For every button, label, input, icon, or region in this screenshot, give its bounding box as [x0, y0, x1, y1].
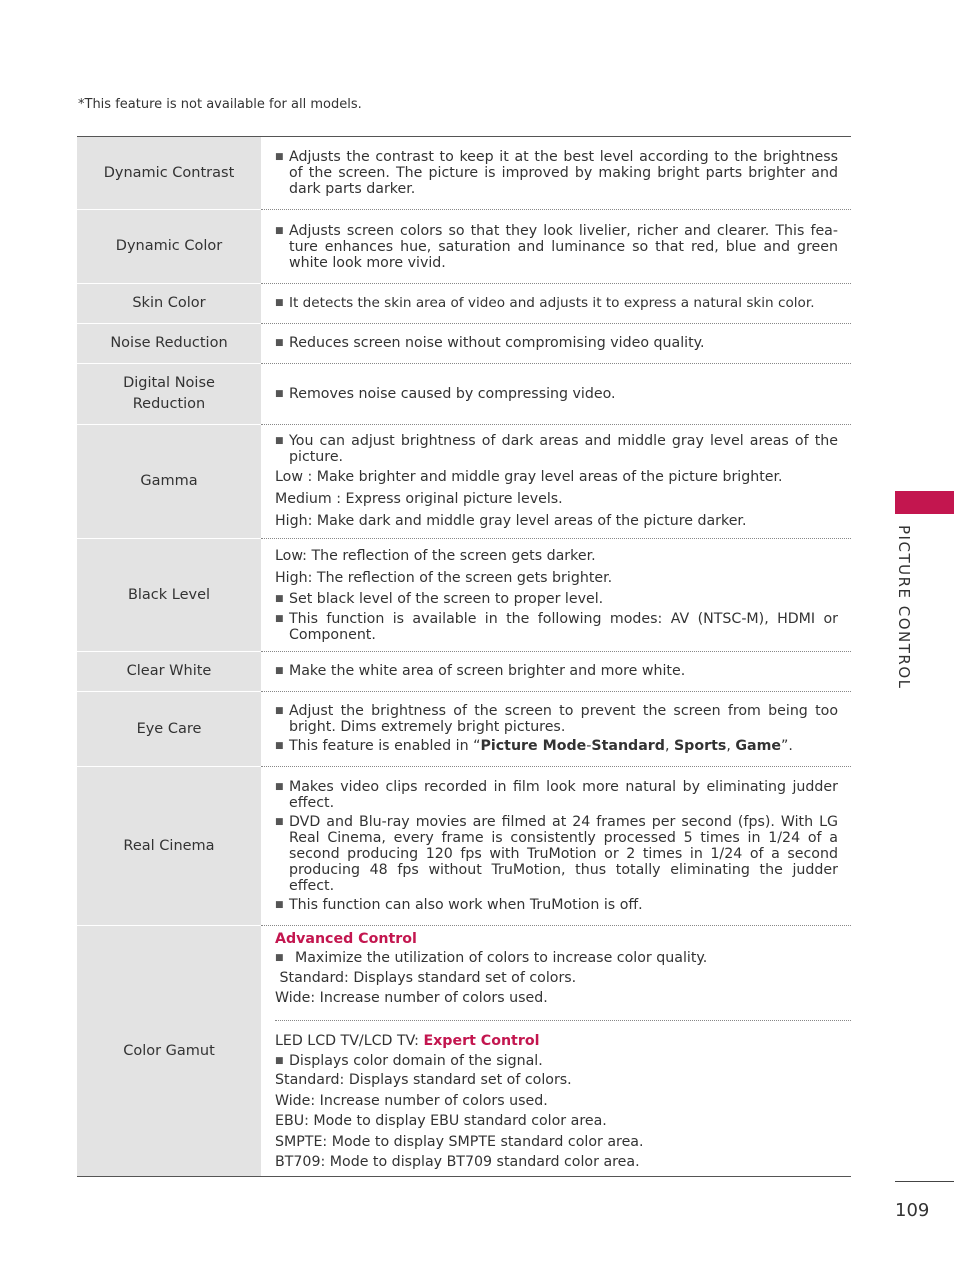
bullet-text: It detects the skin area of video and adjusts it to express a natural skin color. [289, 295, 815, 311]
row-label: Eye Care [77, 691, 261, 766]
section-side-label: PICTURE CONTROL [895, 525, 913, 690]
bullet-icon: ■ [275, 614, 284, 624]
bullet-icon: ■ [275, 435, 284, 446]
description-line: Medium : Express original picture levels. [275, 490, 563, 507]
bullet-text: Adjusts the contrast to keep it at the best level according to the brightness of the screen. The picture is improved by making bright parts brighter and dark parts darker. [289, 149, 838, 197]
row-description [261, 691, 851, 766]
bullet-icon: ■ [275, 1055, 284, 1066]
bullet-icon: ■ [275, 225, 284, 236]
row-label: Skin Color [77, 283, 261, 323]
bullet-text: Set black level of the screen to proper level. [289, 591, 604, 607]
bullet-icon: ■ [275, 706, 284, 716]
description-line: Standard: Displays standard set of colors. [275, 969, 577, 986]
table-row [77, 209, 851, 283]
row-description [261, 363, 851, 424]
description-line: Standard: Displays standard set of colors. [275, 1072, 572, 1089]
table-row [77, 283, 851, 323]
feature-table [77, 136, 851, 1177]
bullet-icon: ■ [275, 152, 284, 162]
separator: , [664, 738, 674, 754]
picture-mode-term: Picture Mode [480, 738, 587, 754]
bullet-icon: ■ [275, 666, 284, 676]
description-line: Wide: Increase number of colors used. [275, 1092, 548, 1109]
row-label: Real Cinema [77, 766, 261, 925]
table-row [77, 323, 851, 363]
bullet-text: Makes video clips recorded in film look more natural by eliminating judder effect. [289, 778, 838, 811]
description-line: SMPTE: Mode to display SMPTE standard color area. [275, 1133, 644, 1150]
separator: , [726, 738, 736, 754]
row-description [261, 209, 851, 283]
description-line: High: Make dark and middle gray level areas of the picture darker. [275, 512, 747, 529]
game-term: Game [735, 738, 781, 754]
bullet-text: DVD and Blu-ray movies are filmed at 24 frames per second (fps). With LG Real Cinema, every frame is consistently processed 5 times in 1/24 of a second producing 120 fps with TruMotion or 2 times in 1/24 of a second producing 48 fps without TruMotion, thus totally eliminating the judder effect. [289, 813, 838, 894]
dash-text: - [586, 738, 592, 754]
row-label: Dynamic Contrast [77, 137, 261, 209]
description-line: Wide: Increase number of colors used. [275, 990, 548, 1007]
bullet-text: Reduces screen noise without compromising video quality. [289, 335, 705, 351]
table-row [77, 925, 851, 1176]
expert-control-section [275, 1020, 851, 1174]
bullet-icon: ■ [275, 781, 284, 792]
description-line: Low : Make brighter and middle gray level areas of the picture brighter. [275, 468, 783, 485]
bullet-text: Adjust the brightness of the screen to prevent the screen from being too bright. Dims extremely bright pictures. [289, 703, 838, 735]
bullet-text: Adjusts screen colors so that they look livelier, richer and clearer. This fea-ture enhances hue, saturation and luminance so that red, blue and green white look more vivid. [289, 222, 838, 271]
table-row [77, 424, 851, 538]
row-label: Color Gamut [77, 925, 261, 1176]
row-label: Noise Reduction [77, 323, 261, 363]
bullet-text: Removes noise caused by compressing video. [289, 385, 616, 402]
advanced-control-section [275, 928, 851, 1010]
table-row [77, 137, 851, 209]
row-description [261, 137, 851, 209]
bullet-icon: ■ [275, 388, 284, 399]
bullet-icon: ■ [275, 741, 284, 751]
bullet-icon: ■ [275, 298, 284, 308]
bullet-text: You can adjust brightness of dark areas and middle gray level areas of the picture. [289, 432, 838, 465]
bullet-icon: ■ [275, 816, 284, 827]
standard-term: Standard [591, 738, 665, 754]
model-prefix: LED LCD TV/LCD TV: [275, 1033, 424, 1050]
row-label: Gamma [77, 424, 261, 538]
row-label: Black Level [77, 538, 261, 651]
bullet-icon: ■ [275, 953, 284, 964]
advanced-control-title: Advanced Control [275, 930, 417, 947]
bullet-text: This function can also work when TruMotion is off. [289, 896, 643, 913]
expert-control-heading [275, 1032, 851, 1051]
availability-note: *This feature is not available for all models. [78, 97, 362, 112]
row-label: Clear White [77, 651, 261, 691]
row-description [261, 925, 851, 1176]
bullet-icon: ■ [275, 899, 284, 910]
bullet-text: Maximize the utilization of colors to increase color quality. [295, 950, 708, 967]
description-line: High: The reflection of the screen gets brighter. [275, 570, 613, 586]
bullet-text: This function is available in the following modes: AV (NTSC-M), HDMI or Component. [289, 611, 838, 643]
row-label: Dynamic Color [77, 209, 261, 283]
page-number: 109 [895, 1200, 930, 1221]
bullet-text: Make the white area of screen brighter and more white. [289, 663, 686, 679]
description-line: BT709: Mode to display BT709 standard color area. [275, 1154, 640, 1171]
page-number-rule [895, 1181, 954, 1182]
row-description [261, 424, 851, 538]
bullet-icon: ■ [275, 338, 284, 348]
table-row [77, 363, 851, 424]
row-description [261, 283, 851, 323]
closing-text: ”. [780, 738, 793, 754]
table-row [77, 691, 851, 766]
eye-care-text: This feature is enabled in “ [289, 738, 481, 754]
expert-control-title: Expert Control [423, 1033, 540, 1050]
description-line: Low: The reflection of the screen gets darker. [275, 548, 596, 564]
section-tab-marker [895, 491, 954, 514]
bullet-text [289, 738, 793, 755]
row-description [261, 323, 851, 363]
row-description [261, 766, 851, 925]
bullet-text: Displays color domain of the signal. [289, 1052, 543, 1069]
row-label: Digital Noise Reduction [77, 363, 261, 424]
table-row [77, 538, 851, 651]
table-row [77, 766, 851, 925]
row-description [261, 538, 851, 651]
table-row [77, 651, 851, 691]
row-description [261, 651, 851, 691]
bullet-icon: ■ [275, 594, 284, 604]
description-line: EBU: Mode to display EBU standard color area. [275, 1113, 607, 1130]
sports-term: Sports [673, 738, 727, 754]
